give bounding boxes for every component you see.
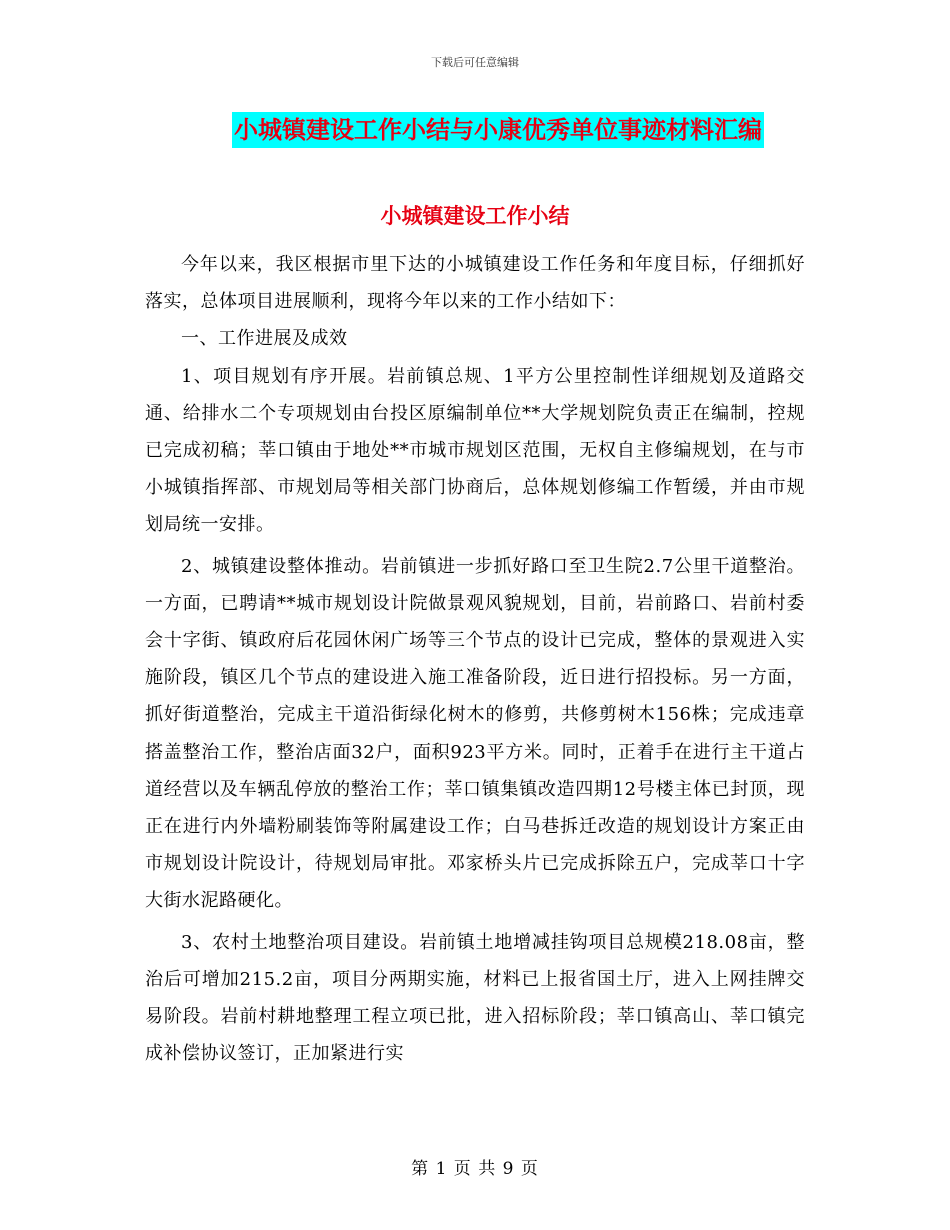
paragraph-item-1: 1、项目规划有序开展。岩前镇总规、1平方公里控制性详细规划及道路交通、给排水二个专项规划由台投区原编制单位**大学规划院负责正在编制，控规已完成初稿；莘口镇由于地处**市城市规划区范围，无权自主修编规划，在与市小城镇指挥部、市规划局等相关部门协商后，总体规划修编工作暂缓，并由市规划局统一安排。 [145, 365, 805, 536]
section-title: 小城镇建设工作小结 [380, 203, 570, 228]
page-footer-number: 第 1 页 共 9 页 [411, 1159, 539, 1179]
paragraph-intro: 今年以来，我区根据市里下达的小城镇建设工作任务和年度目标，仔细抓好落实，总体项目进展顺利，现将今年以来的工作小结如下： [145, 254, 805, 313]
main-title: 小城镇建设工作小结与小康优秀单位事迹材料汇编 [232, 112, 764, 148]
page-header-note: 下载后可任意编辑 [431, 56, 519, 69]
paragraph-item-2: 2、城镇建设整体推动。岩前镇进一步抓好路口至卫生院2.7公里干道整治。一方面，已聘请**城市规划设计院做景观风貌规划，目前，岩前路口、岩前村委会十字街、镇政府后花园休闲广场等三个节点的设计已完成，整体的景观进入实施阶段，镇区几个节点的建设进入施工准备阶段，近日进行招投标。另一方面，抓好街道整治，完成主干道沿街绿化树木的修剪，共修剪树木156株；完成违章搭盖整治工作，整治店面32户，面积923平方米。同时，正着手在进行主干道占道经营以及车辆乱停放的整治工作；莘口镇集镇改造四期12号楼主体已封顶，现正在进行内外墙粉刷装饰等附属建设工作；白马巷拆迁改造的规划设计方案正由市规划设计院设计，待规划局审批。邓家桥头片已完成拆除五户，完成莘口十字大街水泥路硬化。 [145, 555, 805, 912]
main-title-container [0, 112, 950, 148]
paragraph-heading-progress: 一、工作进展及成效 [181, 328, 348, 350]
document-body [145, 246, 805, 1072]
paragraph-item-3: 3、农村土地整治项目建设。岩前镇土地增减挂钩项目总规模218.08亩，整治后可增加215.2亩，项目分两期实施，材料已上报省国土厅，进入上网挂牌交易阶段。岩前村耕地整理工程立项已批，进入招标阶段；莘口镇高山、莘口镇完成补偿协议签订，正加紧进行实 [145, 931, 805, 1065]
